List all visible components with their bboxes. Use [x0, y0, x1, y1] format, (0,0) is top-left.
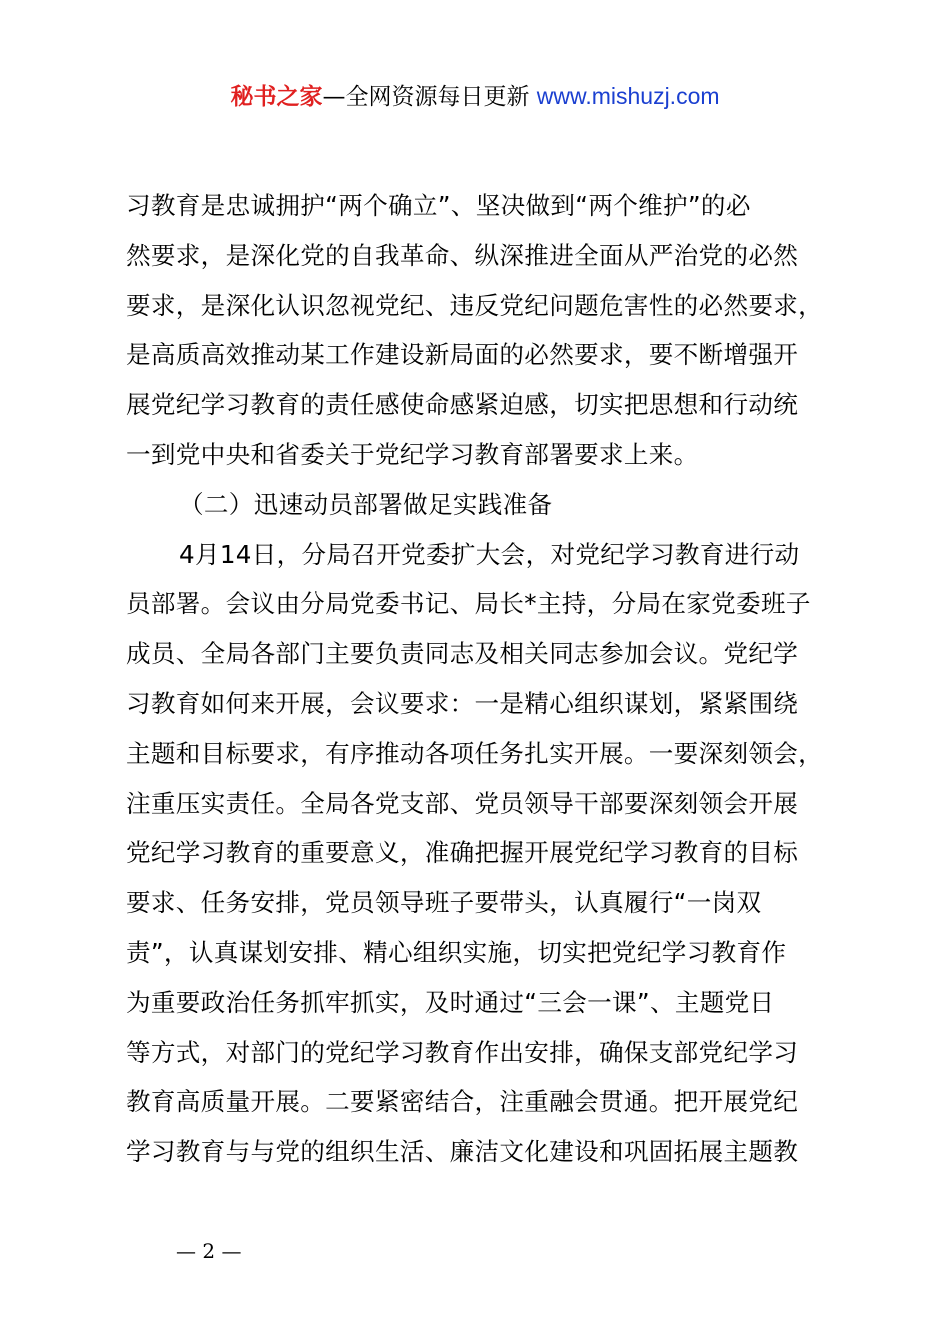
text-line: 一到党中央和省委关于党纪学习教育部署要求上来。 — [126, 439, 699, 469]
text-line: 为重要政治任务抓牢抓实，及时通过“三会一课”、主题党日 — [126, 987, 775, 1017]
text-line: 要求，是深化认识忽视党纪、违反党纪问题危害性的必然要求， — [126, 290, 824, 320]
page-header — [0, 80, 950, 113]
text-line: 4月14日，分局召开党委扩大会，对党纪学习教育进行动 — [179, 539, 800, 569]
text-line: 教育高质量开展。二要紧密结合，注重融会贯通。把开展党纪 — [126, 1087, 799, 1117]
text-line: 习教育如何来开展，会议要求：一是精心组织谋划，紧紧围绕 — [126, 688, 799, 718]
text-line: 习教育是忠诚拥护“两个确立”、坚决做到“两个维护”的必 — [126, 191, 751, 220]
text-line: 是高质高效推动某工作建设新局面的必然要求，要不断增强开 — [126, 340, 799, 370]
header-slogan: —全网资源每日更新 — [322, 84, 537, 110]
text-line: 党纪学习教育的重要意义，准确把握开展党纪学习教育的目标 — [126, 838, 799, 868]
text-line: 要求、任务安排，党员领导班子要带头，认真履行“一岗双 — [126, 888, 762, 918]
brand-name: 秘书之家 — [230, 84, 323, 110]
text-line: 展党纪学习教育的责任感使命感紧迫感，切实把思想和行动统 — [126, 390, 799, 420]
text-line: 学习教育与与党的组织生活、廉洁文化建设和巩固拓展主题教 — [126, 1137, 799, 1167]
text-line: 然要求，是深化党的自我革命、纵深推进全面从严治党的必然 — [126, 240, 799, 270]
text-line: 责”，认真谋划安排、精心组织实施，切实把党纪学习教育作 — [126, 937, 787, 967]
text-line: 成员、全局各部门主要负责同志及相关同志参加会议。党纪学 — [126, 639, 799, 669]
text-line: 等方式，对部门的党纪学习教育作出安排，确保支部党纪学习 — [126, 1037, 799, 1067]
text-line: 员部署。会议由分局党委书记、局长*主持，分局在家党委班子 — [126, 589, 811, 619]
section-heading: （二）迅速动员部署做足实践准备 — [179, 489, 553, 519]
website-link[interactable]: www.mishuzj.com — [536, 83, 720, 109]
body-text — [126, 181, 836, 1177]
text-line: 注重压实责任。全局各党支部、党员领导干部要深刻领会开展 — [126, 788, 799, 818]
page-number: — 2 — — [176, 1239, 242, 1263]
text-line: 主题和目标要求，有序推动各项任务扎实开展。一要深刻领会， — [126, 738, 824, 768]
